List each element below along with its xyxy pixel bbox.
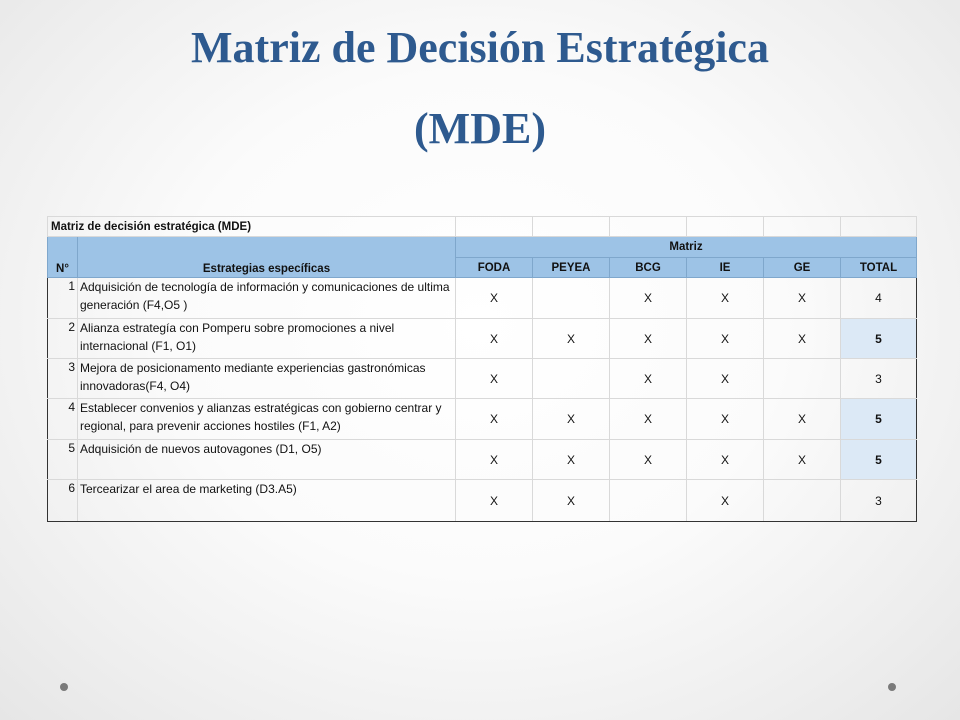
table-row (48, 359, 917, 399)
peyea-mark (533, 359, 610, 399)
ie-mark: X (687, 399, 764, 440)
empty-cell (456, 217, 533, 237)
foda-mark: X (456, 399, 533, 440)
total-score: 4 (841, 278, 917, 319)
ge-mark (764, 480, 841, 522)
total-score: 5 (841, 399, 917, 440)
strategy-text: Adquisición de tecnología de información y comunicaciones de ultima generación (F4,O5 ) (78, 278, 456, 319)
row-number: 6 (48, 480, 78, 522)
ge-mark: X (764, 440, 841, 480)
ge-mark: X (764, 319, 841, 359)
ge-mark (764, 359, 841, 399)
empty-cell (687, 217, 764, 237)
foda-mark: X (456, 278, 533, 319)
table-row (48, 440, 917, 480)
empty-cell (841, 217, 917, 237)
header-number: N° (48, 237, 78, 278)
empty-cell (764, 217, 841, 237)
slide-title: Matriz de Decisión Estratégica (191, 23, 769, 72)
peyea-mark: X (533, 440, 610, 480)
table-row (48, 319, 917, 359)
bcg-mark: X (610, 319, 687, 359)
table-caption: Matriz de decisión estratégica (MDE) (48, 217, 456, 237)
row-number: 4 (48, 399, 78, 440)
foda-mark: X (456, 440, 533, 480)
ie-mark: X (687, 480, 764, 522)
header-strategy: Estrategias específicas (78, 237, 456, 278)
table-body (48, 278, 917, 522)
header-ge: GE (764, 258, 841, 278)
foda-mark: X (456, 359, 533, 399)
table-row (48, 278, 917, 319)
total-score: 3 (841, 480, 917, 522)
peyea-mark (533, 278, 610, 319)
row-number: 3 (48, 359, 78, 399)
header-foda: FODA (456, 258, 533, 278)
foda-mark: X (456, 319, 533, 359)
strategy-text: Adquisición de nuevos autovagones (D1, O5) (78, 440, 456, 480)
header-total: TOTAL (841, 258, 917, 278)
slide-subtitle: (MDE) (414, 104, 546, 153)
peyea-mark: X (533, 480, 610, 522)
ie-mark: X (687, 319, 764, 359)
header-bcg: BCG (610, 258, 687, 278)
bcg-mark: X (610, 440, 687, 480)
ge-mark: X (764, 278, 841, 319)
bcg-mark: X (610, 359, 687, 399)
total-score: 3 (841, 359, 917, 399)
ge-mark: X (764, 399, 841, 440)
slide-bullet-dot-right (888, 683, 896, 691)
ie-mark: X (687, 440, 764, 480)
total-score: 5 (841, 319, 917, 359)
bcg-mark: X (610, 278, 687, 319)
header-matriz-group: Matriz (456, 237, 917, 258)
table-row (48, 480, 917, 522)
strategy-text: Mejora de posicionamento mediante experiencias gastronómicas innovadoras(F4, O4) (78, 359, 456, 399)
peyea-mark: X (533, 319, 610, 359)
empty-cell (610, 217, 687, 237)
table-row (48, 399, 917, 440)
row-number: 2 (48, 319, 78, 359)
decision-matrix-table (47, 216, 917, 522)
bcg-mark: X (610, 399, 687, 440)
slide-bullet-dot-left (60, 683, 68, 691)
ie-mark: X (687, 359, 764, 399)
header-ie: IE (687, 258, 764, 278)
ie-mark: X (687, 278, 764, 319)
total-score: 5 (841, 440, 917, 480)
strategy-text: Tercearizar el area de marketing (D3.A5) (78, 480, 456, 522)
header-peyea: PEYEA (533, 258, 610, 278)
strategy-text: Alianza estrategía con Pomperu sobre promociones a nivel internacional (F1, O1) (78, 319, 456, 359)
row-number: 5 (48, 440, 78, 480)
foda-mark: X (456, 480, 533, 522)
strategy-text: Establecer convenios y alianzas estratégicas con gobierno centrar y regional, para prevenir acciones hostiles (F1, A2) (78, 399, 456, 440)
empty-cell (533, 217, 610, 237)
peyea-mark: X (533, 399, 610, 440)
bcg-mark (610, 480, 687, 522)
row-number: 1 (48, 278, 78, 319)
